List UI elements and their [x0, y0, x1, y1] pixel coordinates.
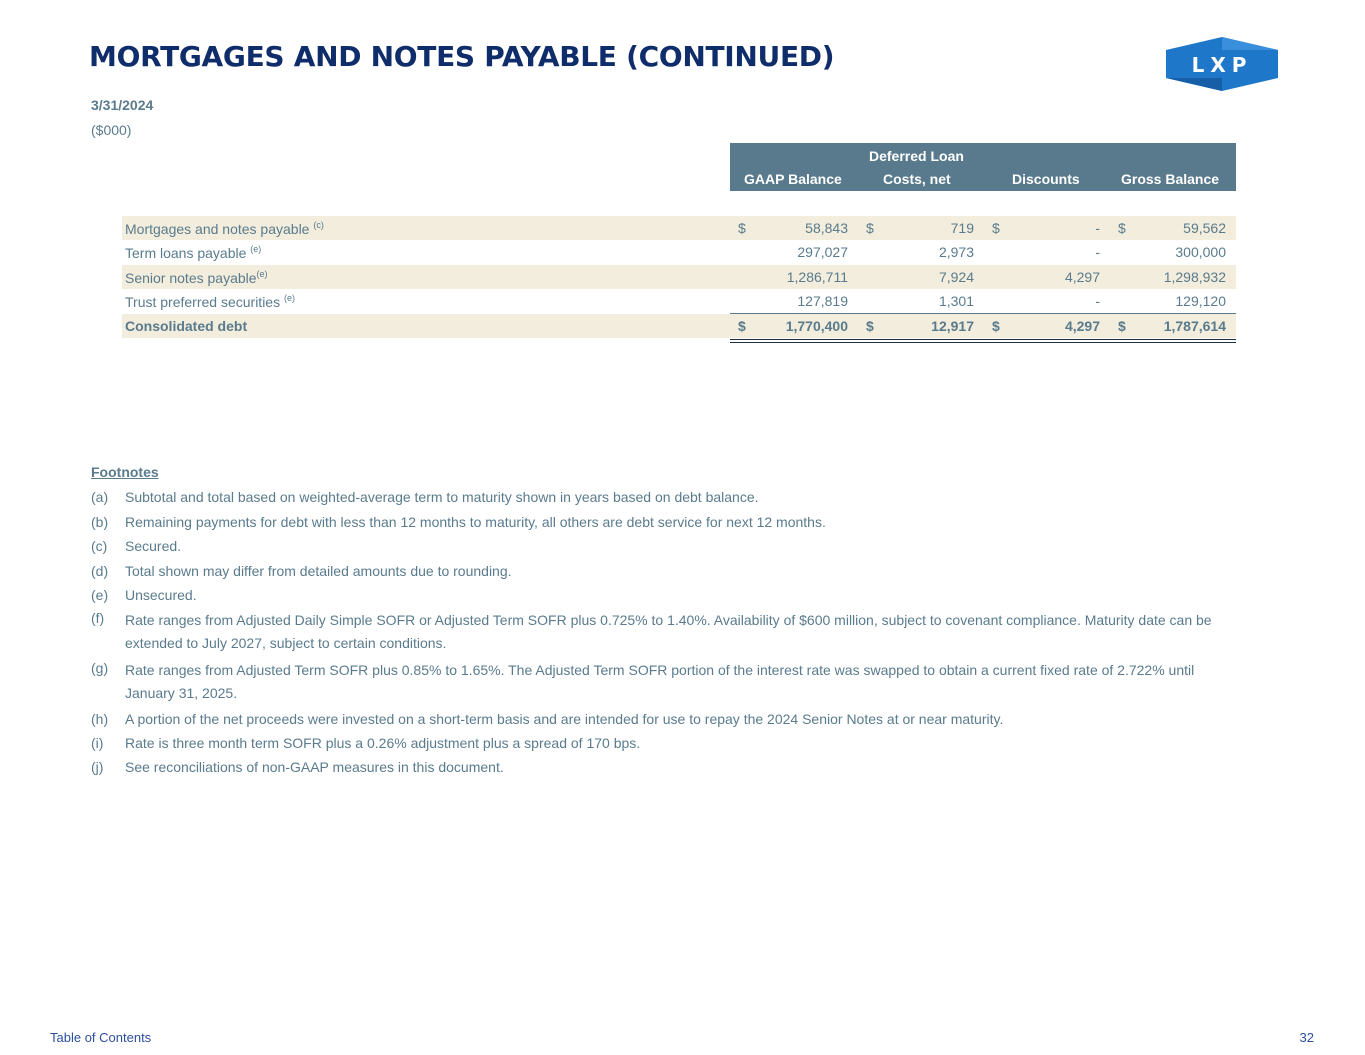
table-row	[122, 216, 1236, 240]
currency-symbol: $	[1118, 220, 1126, 236]
discounts-value: -	[1095, 244, 1100, 260]
table-header	[730, 143, 1236, 191]
currency-symbol: $	[866, 220, 874, 236]
total-label: Consolidated debt	[125, 318, 248, 334]
deferred-value: 7,924	[938, 269, 974, 285]
gaap-value: 297,027	[797, 244, 848, 260]
row-label: Mortgages and notes payable $^{(c)}$	[125, 220, 324, 237]
gaap-value: 1,286,711	[786, 269, 848, 285]
total-gaap-value: 1,770,400	[785, 318, 848, 334]
discounts-value: -	[1095, 293, 1100, 309]
deferred-value: 1,301	[938, 293, 974, 309]
units-label: ($000)	[91, 122, 132, 138]
total-gross-value: 1,787,614	[1163, 318, 1226, 334]
gross-value: 300,000	[1175, 244, 1226, 260]
gross-value: 1,298,932	[1163, 269, 1226, 285]
currency-symbol: $	[992, 318, 1000, 334]
gaap-value: 58,843	[805, 220, 848, 236]
table-row	[122, 240, 1236, 264]
discounts-value: -	[1095, 220, 1100, 236]
col-deferred-loan-line1: Deferred Loan	[869, 148, 964, 164]
table-row	[122, 265, 1236, 289]
currency-symbol: $	[738, 318, 746, 334]
currency-symbol: $	[738, 220, 746, 236]
report-date: 3/31/2024	[91, 97, 154, 113]
total-row	[122, 314, 1236, 338]
row-label: Senior notes payable$^{(e)}$	[125, 269, 268, 286]
page-number: 32	[1299, 1030, 1314, 1045]
logo-text: LXP	[1191, 53, 1253, 77]
table-of-contents-link[interactable]: Table of Contents	[50, 1030, 152, 1045]
lxp-logo	[1165, 36, 1279, 92]
col-gaap-balance: GAAP Balance	[744, 171, 842, 187]
col-deferred-loan-line2: Costs, net	[883, 171, 951, 187]
total-deferred-value: 12,917	[931, 318, 974, 334]
currency-symbol: $	[1118, 318, 1126, 334]
gaap-value: 127,819	[797, 293, 848, 309]
gross-value: 59,562	[1183, 220, 1226, 236]
row-label: Term loans payable $^{(e)}$	[125, 244, 262, 261]
row-label: Trust preferred securities $^{(e)}$	[125, 293, 295, 310]
footnotes-title: Footnotes	[91, 464, 159, 480]
total-double-rule	[730, 339, 1236, 343]
currency-symbol: $	[992, 220, 1000, 236]
table-row	[122, 289, 1236, 313]
col-gross-balance: Gross Balance	[1121, 171, 1220, 187]
deferred-value: 2,973	[938, 244, 974, 260]
gross-value: 129,120	[1175, 293, 1226, 309]
deferred-value: 719	[950, 220, 974, 236]
total-discounts-value: 4,297	[1064, 318, 1100, 334]
currency-symbol: $	[866, 318, 874, 334]
page-title: MORTGAGES AND NOTES PAYABLE (CONTINUED)	[89, 40, 835, 73]
discounts-value: 4,297	[1064, 269, 1100, 285]
col-discounts: Discounts	[1012, 171, 1080, 187]
